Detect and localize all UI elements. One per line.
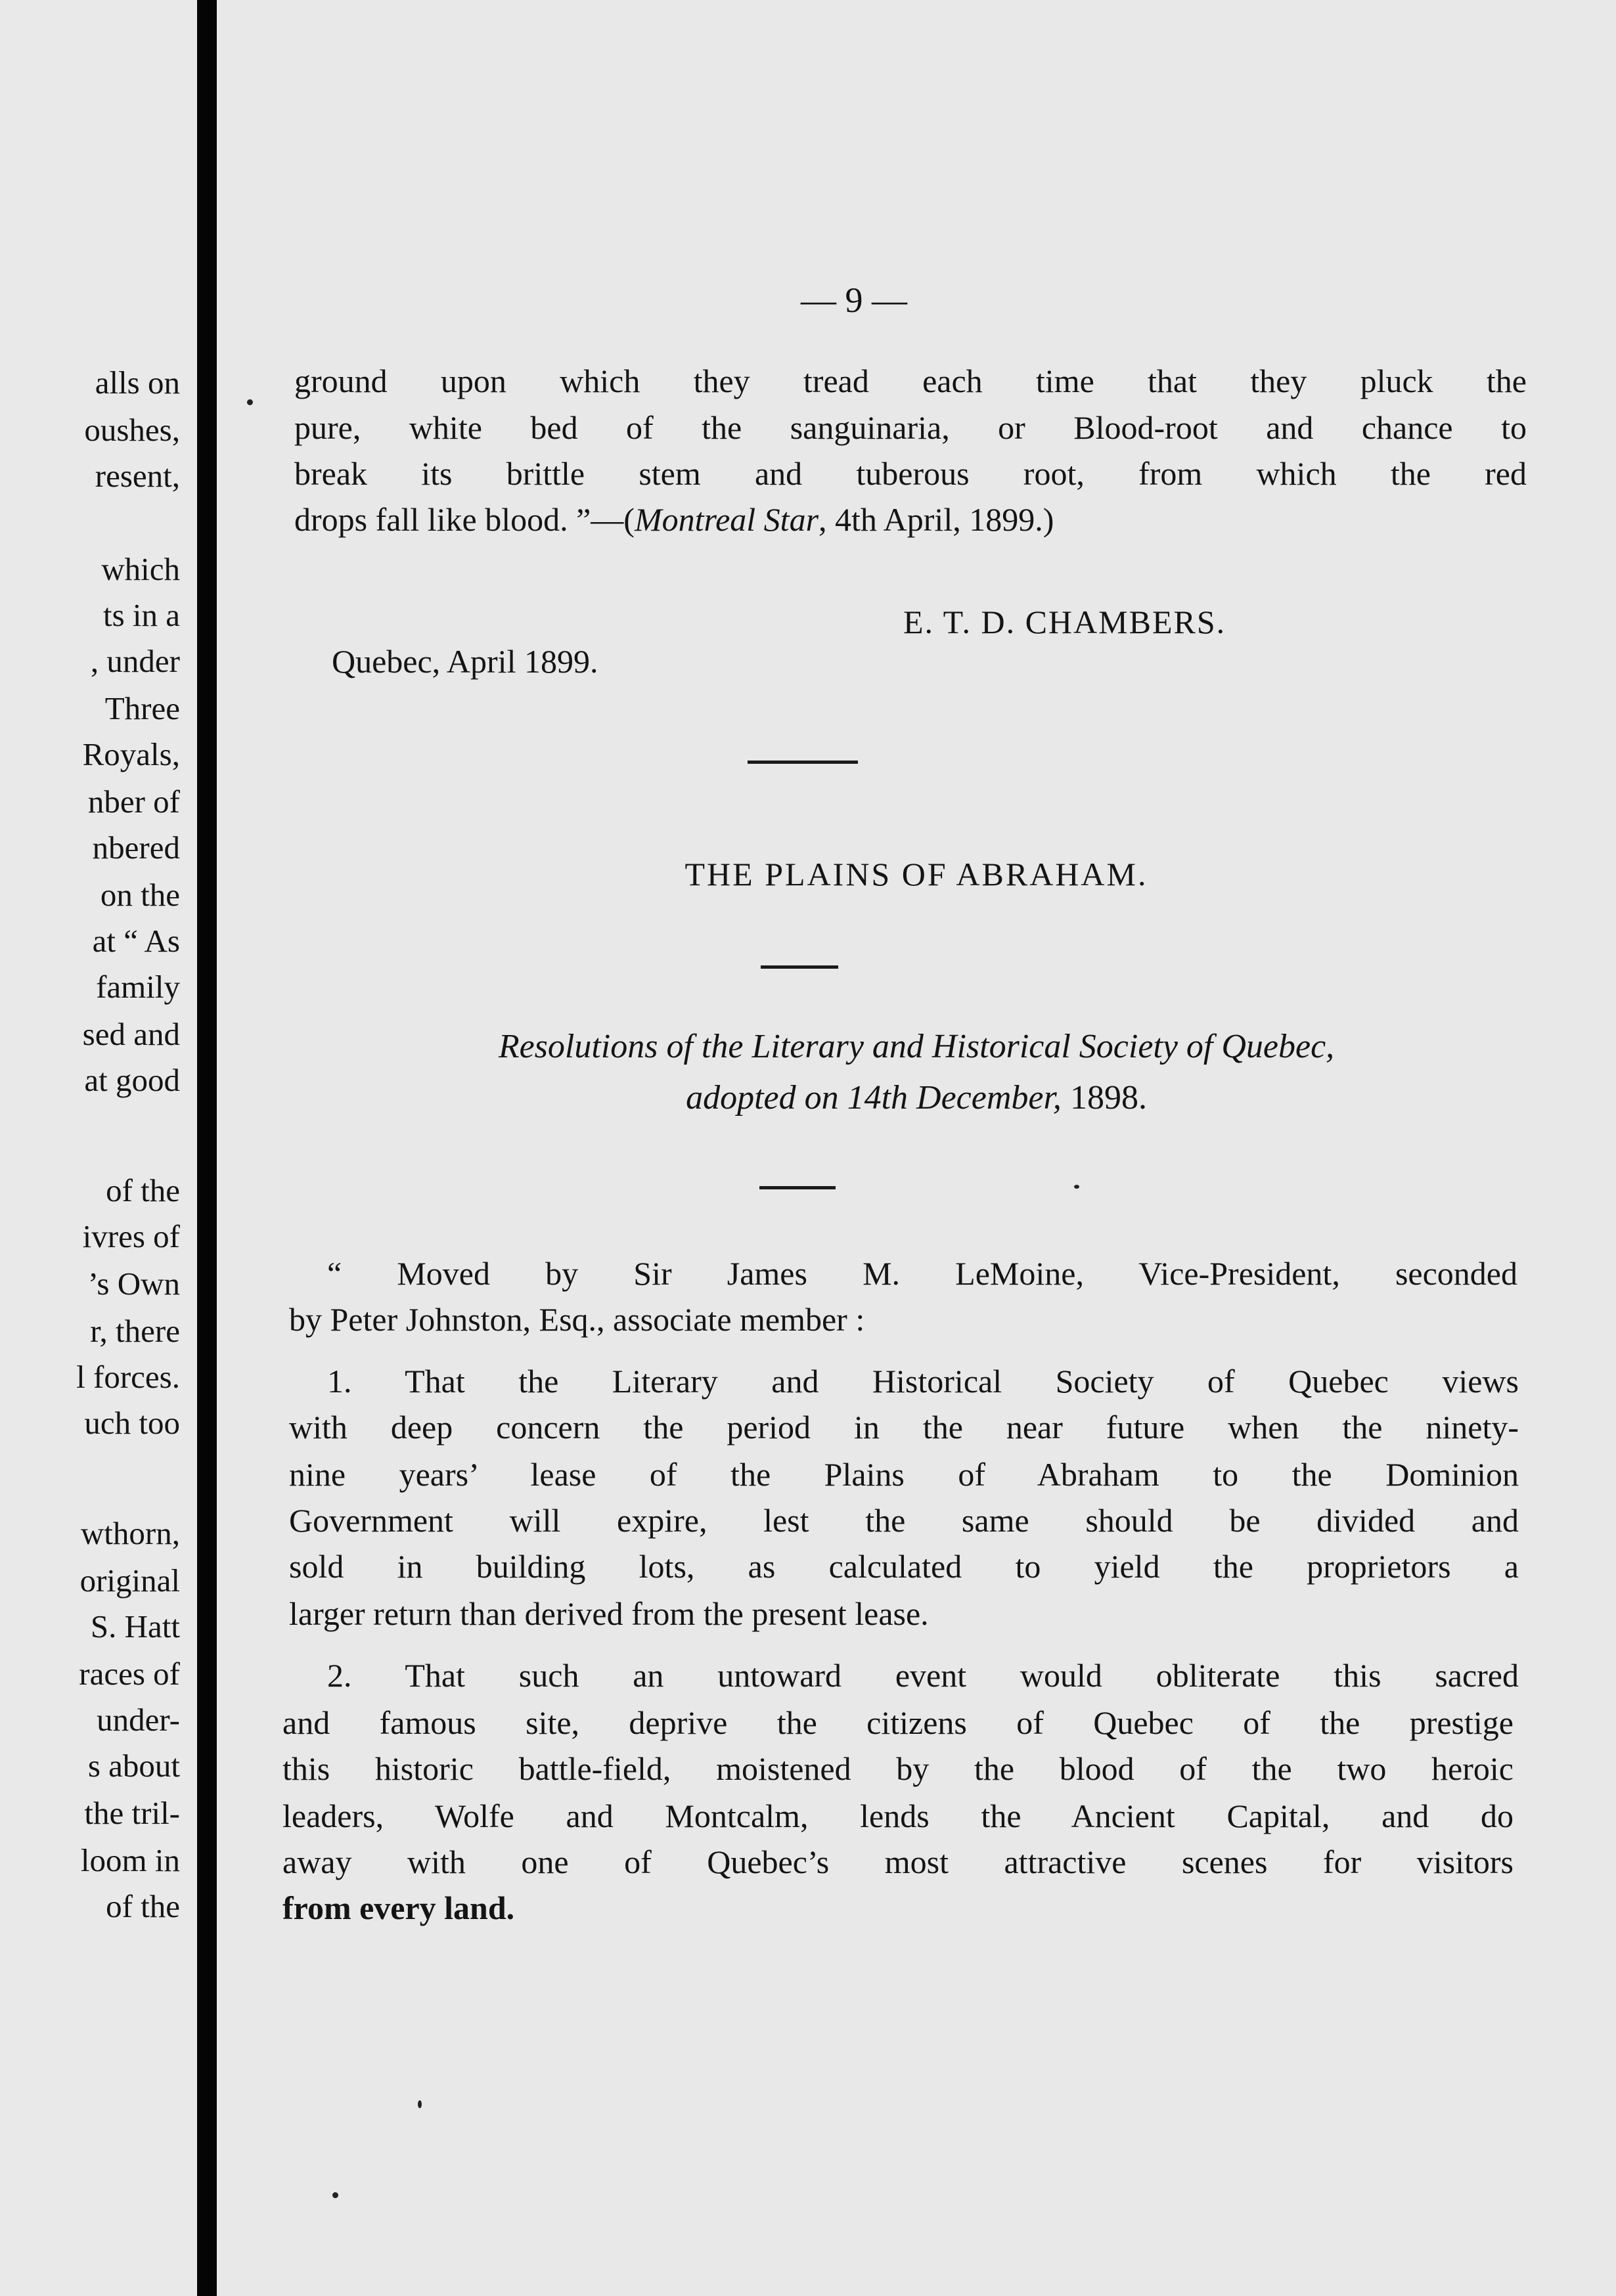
resolution-2-line: away with one of Quebec’s most attractive scenes for visitors <box>282 1843 1514 1880</box>
left-page-line: resent, <box>95 458 180 494</box>
left-page-line: r, there <box>90 1313 180 1349</box>
left-page-line: , under <box>90 643 180 679</box>
resolution-heading-date: adopted on 14th December, <box>686 1079 1062 1116</box>
left-page-line: the tril- <box>84 1795 180 1831</box>
left-page-line: nbered <box>92 829 180 866</box>
left-page-line: ’s Own <box>87 1266 180 1302</box>
left-page-line: of the <box>106 1172 180 1208</box>
left-page-line: under- <box>97 1702 180 1738</box>
print-speck <box>418 2100 422 2108</box>
left-page-line: uch too <box>84 1405 180 1441</box>
quote-line <box>294 503 1054 536</box>
resolution-2-line: this historic battle-field, moistened by the blood of the two heroic <box>282 1750 1514 1787</box>
resolution-2-line: and famous site, deprive the citizens of Quebec of the prestige <box>282 1704 1514 1741</box>
left-page-line: loom in <box>80 1842 180 1878</box>
left-page-line: l forces. <box>76 1359 180 1395</box>
left-page-line: at good <box>84 1062 180 1098</box>
main-page <box>217 0 1616 2296</box>
quote-line: break its brittle stem and tuberous root, from which the red <box>294 455 1527 492</box>
left-page-line: original <box>79 1562 180 1599</box>
left-page-line: ivres of <box>82 1218 180 1254</box>
resolution-2-line: from every land. <box>282 1889 515 1926</box>
signature-author: E. T. D. CHAMBERS. <box>903 604 1226 640</box>
left-page-line: sed and <box>82 1016 180 1052</box>
resolution-1-line: nine years’ lease of the Plains of Abraham to the Dominion <box>289 1456 1519 1493</box>
quote-line: pure, white bed of the sanguinaria, or Blood-root and chance to <box>294 409 1527 446</box>
resolution-2-line: leaders, Wolfe and Montcalm, lends the Ancient Capital, and do <box>282 1798 1514 1834</box>
resolution-2-line: 2. That such an untoward event would obliterate this sacred <box>327 1657 1519 1694</box>
left-page-fragment <box>0 0 197 2296</box>
quote-line: ground upon which they tread each time that they pluck the <box>294 363 1527 399</box>
quote-source-date: , 4th April, 1899.) <box>819 501 1054 538</box>
left-page-line: s about <box>87 1748 180 1784</box>
left-page-line: wthorn, <box>80 1515 180 1551</box>
print-speck <box>247 399 253 405</box>
left-page-line: races of <box>79 1656 180 1692</box>
book-gutter <box>197 0 217 2296</box>
divider-rule <box>759 1186 836 1189</box>
motion-line: by Peter Johnston, Esq., associate member : <box>289 1301 865 1338</box>
divider-rule <box>748 761 858 764</box>
resolution-1-line: 1. That the Literary and Historical Society of Quebec views <box>327 1363 1519 1400</box>
left-page-line: oushes, <box>84 412 180 448</box>
signature-place-date: Quebec, April 1899. <box>332 643 598 680</box>
resolution-heading-year: 1898. <box>1061 1079 1147 1116</box>
resolution-1-line: larger return than derived from the present lease. <box>289 1595 929 1632</box>
quote-text: drops fall like blood. ”—( <box>294 501 635 538</box>
motion-line: “ Moved by Sir James M. LeMoine, Vice-President, seconded <box>327 1255 1517 1292</box>
left-page-line: at “ As <box>92 923 180 959</box>
resolution-1-line: with deep concern the period in the near future when the ninety- <box>289 1409 1519 1446</box>
page-number: — 9 — <box>801 280 907 320</box>
divider-rule <box>761 965 838 969</box>
resolution-heading-line <box>217 1081 1616 1115</box>
left-page-line: alls on <box>95 364 180 401</box>
left-page-line: on the <box>100 877 180 913</box>
resolution-1-line: Government will expire, lest the same should be divided and <box>289 1502 1519 1539</box>
resolution-1-line: sold in building lots, as calculated to yield the proprietors a <box>289 1548 1519 1585</box>
left-page-line: which <box>101 551 180 587</box>
print-speck <box>332 2192 338 2198</box>
left-page-line: nber of <box>87 784 180 820</box>
print-speck <box>1074 1185 1079 1189</box>
resolution-heading-line: Resolutions of the Literary and Historical Society of Quebec, <box>498 1028 1335 1065</box>
left-page-line: Royals, <box>82 736 180 772</box>
quote-source-title: Montreal Star <box>634 501 819 538</box>
left-page-line: ts in a <box>102 597 180 633</box>
left-page-line: of the <box>106 1888 180 1924</box>
left-page-line: S. Hatt <box>90 1608 180 1645</box>
left-page-line: Three <box>104 690 180 726</box>
left-page-line: family <box>96 969 180 1005</box>
section-title: THE PLAINS OF ABRAHAM. <box>685 856 1148 893</box>
